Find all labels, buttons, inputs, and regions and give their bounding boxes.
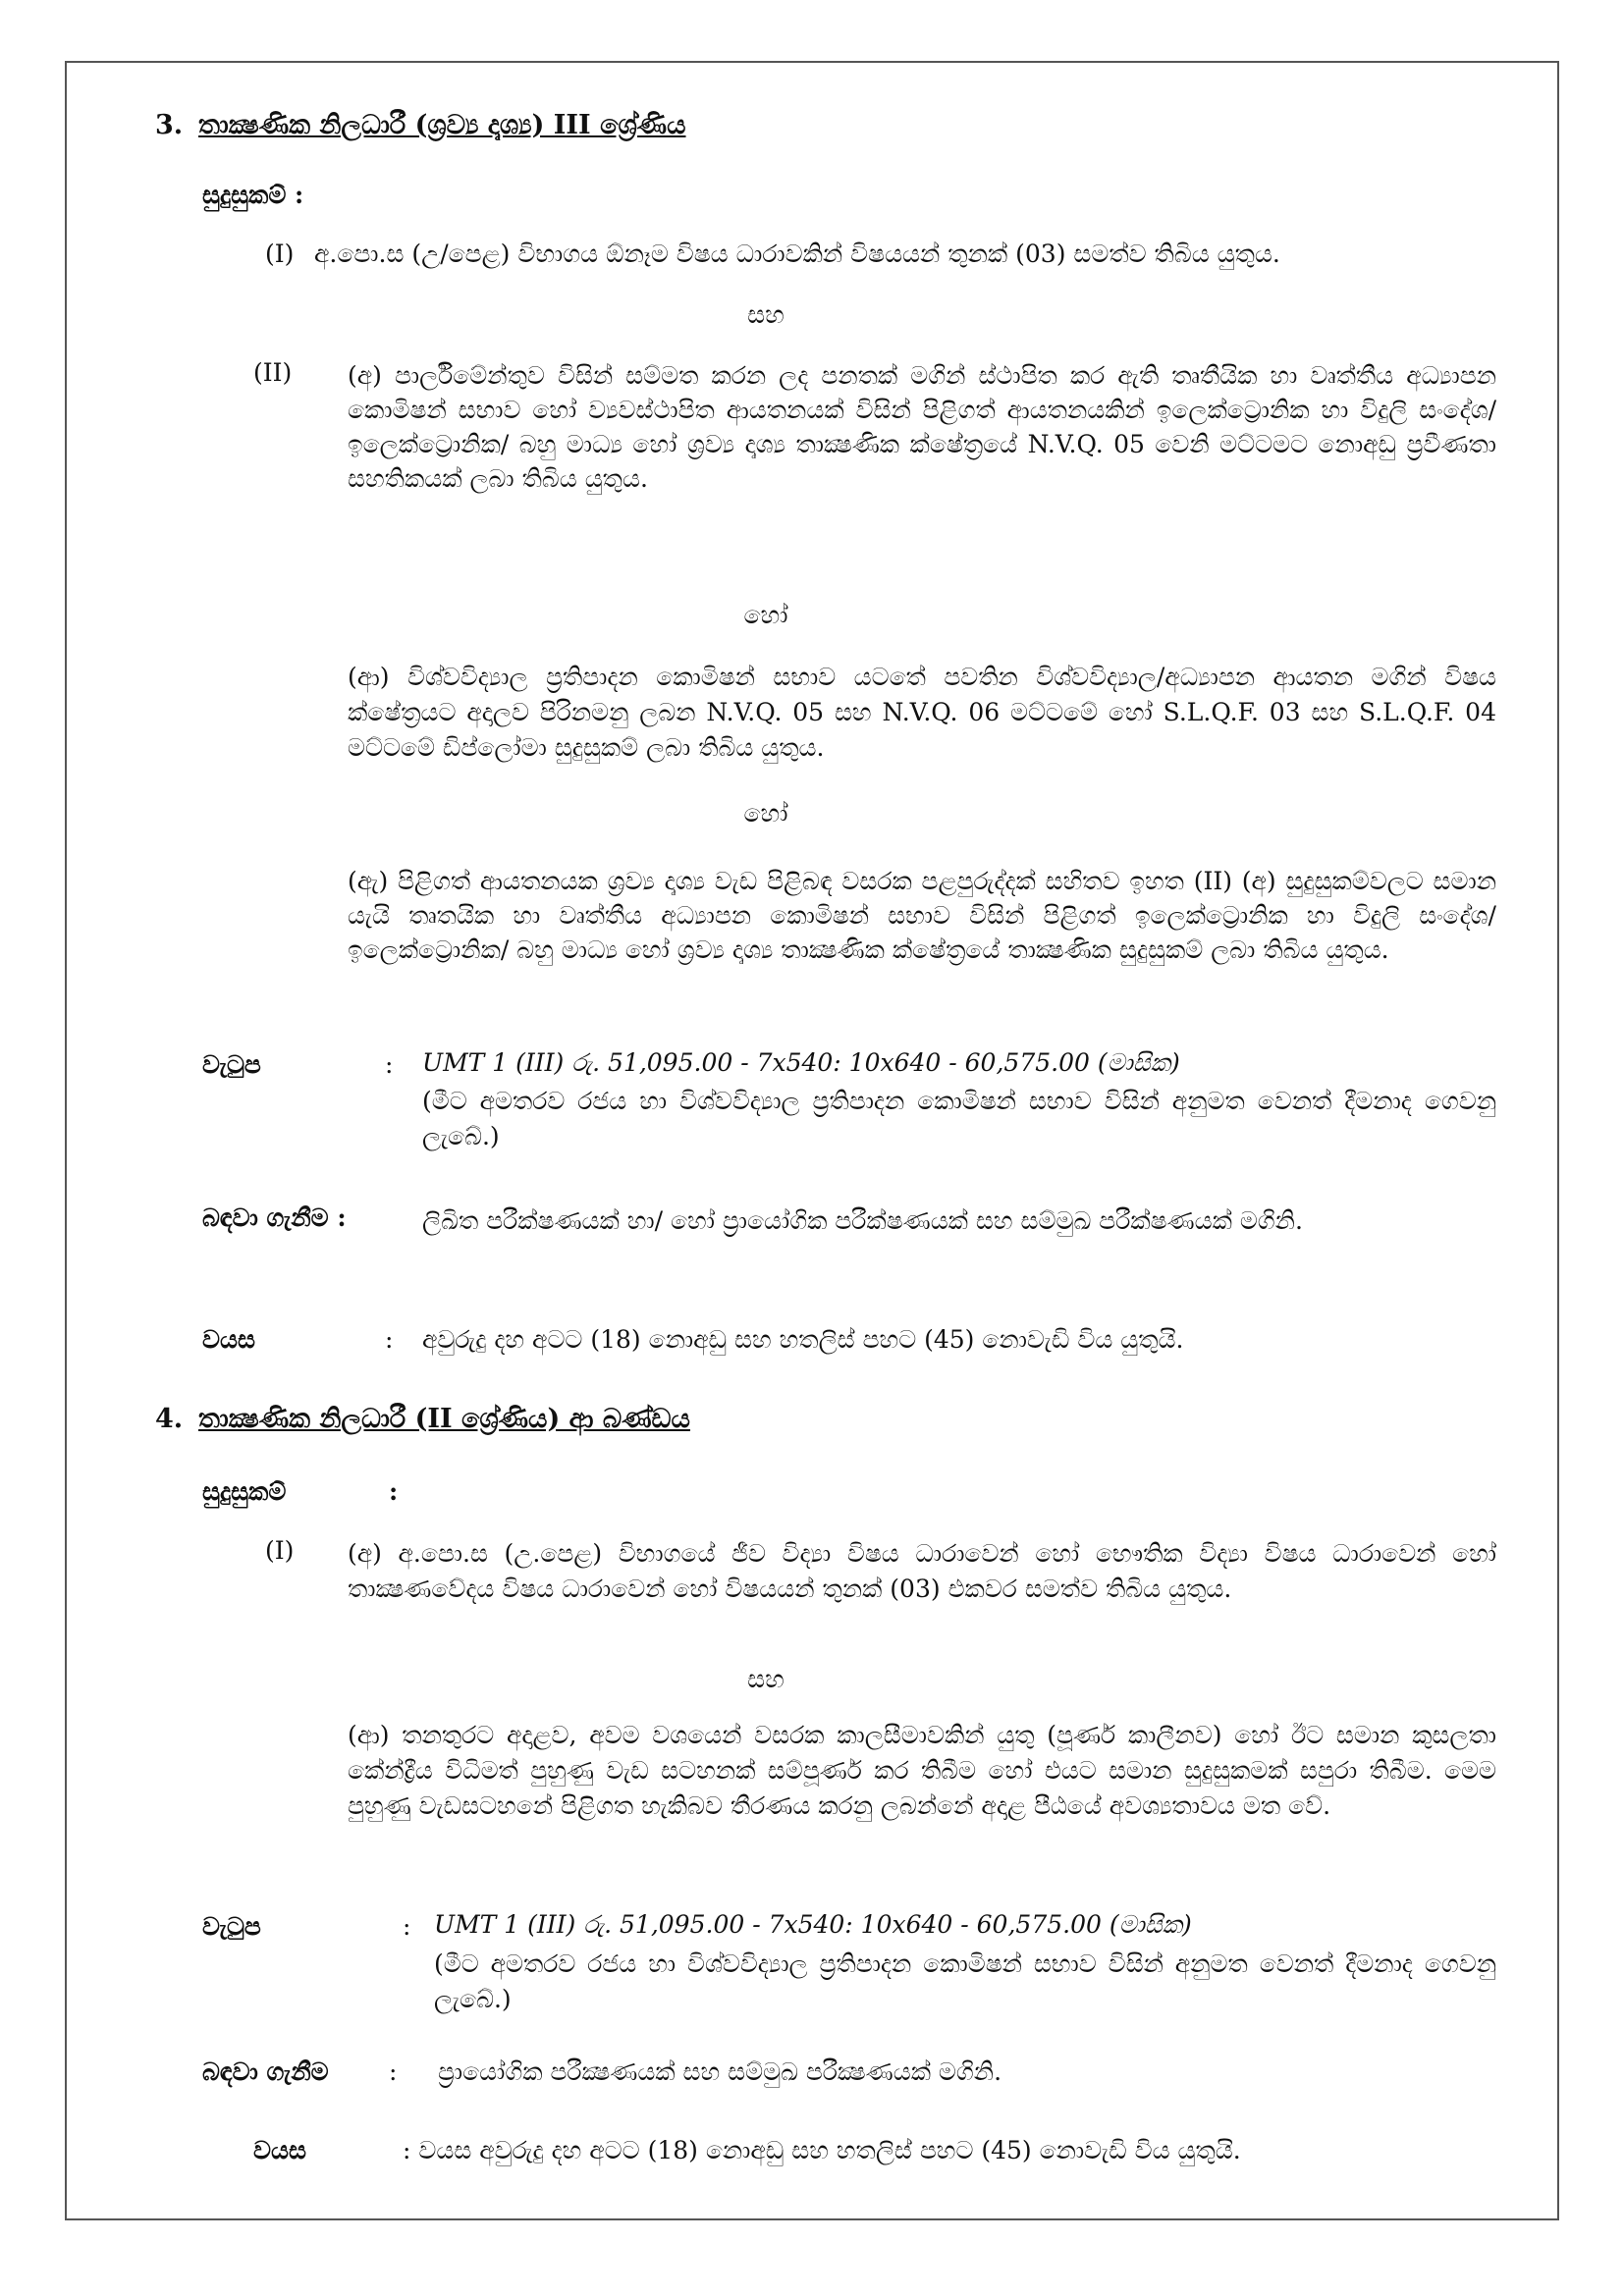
- section-3-item-I-text: අ.පො.ස (උ/පෙළ) විභාගය ඕනෑම විෂය ධාරාවකින් විෂයයන් තුනක් (03) සමත්ව තිබිය යුතුය.: [314, 240, 1280, 268]
- section-4-age-label: වයස: [253, 2136, 306, 2164]
- section-4-item-I-number: (I): [265, 1536, 295, 1565]
- section-3-item-I-number: (I): [265, 240, 295, 268]
- section-4-salary-colon: :: [403, 1912, 411, 1941]
- section-4-qualifications-label: සුදුසුකම්: [202, 1477, 287, 1506]
- section-3-age-colon: :: [385, 1325, 394, 1354]
- section-3-saha: සහ: [747, 300, 785, 329]
- section-3-salary-text: UMT 1 (III) රු. 51,095.00 - 7x540: 10x640 - 60,575.00 (මාසික): [422, 1048, 1180, 1077]
- section-3-item-aa: (ආ) විශ්වවිද්‍යාල ප්‍රතිපාදන කොමිෂන් සභාව යටතේ පවතින විශ්වවිද්‍යාල/අධ්‍යාපන ආයතන මගින් විෂය ක්ෂේත්‍රයට අදාලව පිරිනමනු ලබන N.V.Q. 05 සහ N.V.Q. 06 මට්ටමේ හෝ S.L.Q.F. 03 සහ S.L.Q.F. 04 මට්ටමේ ඩිප්ලෝමා සුදුසුකම් ලබා තිබිය යුතුය.: [348, 663, 1496, 762]
- section-3-recruitment-text: ලිඛිත පරීක්ෂණයක් හා/ හෝ ප්‍රායෝගික පරීක්ෂණයක් සහ සම්මුඛ පරීක්ෂණයක් මගිනි.: [422, 1206, 1303, 1235]
- section-4-salary-text: UMT 1 (III) රු. 51,095.00 - 7x540: 10x640 - 60,575.00 (මාසික): [434, 1910, 1192, 1939]
- section-4-age-text: : වයස අවුරුදු දහ අටට (18) නොඅඩු සහ හතලිස් පහට (45) නොවැඩි විය යුතුයි.: [403, 2136, 1241, 2164]
- section-3-salary-note: (මීට අමතරව රජය හා විශ්වවිද්‍යාල ප්‍රතිපාදන කොමිෂන් සභාව විසින් අනුමත වෙනත් දීමනාද ගෙවනු ලැබේ.): [422, 1087, 1496, 1150]
- section-3-age-label: වයස: [202, 1325, 255, 1354]
- section-3-age-text: අවුරුදු දහ අටට (18) නොඅඩු සහ හතලිස් පහට (45) නොවැඩි විය යුතුයි.: [422, 1325, 1184, 1354]
- section-4-qualifications-colon: :: [389, 1477, 399, 1506]
- section-4-item-a: (අ) අ.පො.ස (උ.පෙළ) විභාගයේ ජීව විද්‍යා විෂය ධාරාවෙන් හෝ භෞතික විද්‍යා විෂය ධාරාවෙන් හෝ තාක්‍ෂණවේදය විෂය ධාරාවෙන් හෝ විෂයයන් තුනක් (03) එකවර සමත්ව තිබිය යුතුය.: [348, 1539, 1496, 1603]
- section-3-salary-label: වැටුප: [202, 1050, 261, 1079]
- section-3-salary-colon: :: [385, 1050, 394, 1079]
- section-3-title: තාක්‍ෂණික නිලධාරී (ශ්‍රව්‍ය දෘශ්‍ය) III ශ්‍රේණිය: [198, 110, 686, 140]
- section-3-qualifications-label: සුදුසුකම් :: [202, 181, 304, 209]
- section-3-number: 3.: [155, 110, 184, 140]
- section-3-heading: [155, 110, 686, 141]
- section-4-recruitment-label: බඳවා ගැනීම: [202, 2057, 329, 2086]
- section-4-item-aa: (ආ) තනතුරට අදාළව, අවම වශයෙන් වසරක කාලසීමාවකින් යුතු (පූර්ණ කාලීනව) හෝ ඊට සමාන කුසලතා කේන්ද්‍රීය විධිමත් පුහුණු වැඩ සටහනක් සම්පූර්ණ කර තිබීම හෝ එයට සමාන සුදුසුකමක් සපුරා තිබීම. මෙම පුහුණු වැඩසටහනේ පිළිගත හැකිබව තීරණය කරනු ලබන්නේ අදාළ පීඨයේ අවශ්‍යතාවය මත වේ.: [348, 1721, 1496, 1820]
- section-3-recruitment-label: බඳවා ගැනීම :: [202, 1203, 347, 1232]
- section-4-recruitment-text: ප්‍රායෝගික පරීක්‍ෂණයක් සහ සම්මුඛ පරීක්‍ෂණයක් මගිනි.: [438, 2057, 1002, 2086]
- section-3-ho-1: හෝ: [743, 601, 788, 629]
- section-3-item-II-number: (II): [253, 358, 293, 387]
- section-3-item-ae: (ඇ) පිළිගත් ආයතනයක ශ්‍රව්‍ය දෘශ්‍ය වැඩ පිළිබඳ වසරක පළපුරුද්දක් සහිතව ඉහත (II) (අ) සුදුසුකම්වලට සමාන යැයි තෘතයික හා වෘත්තීය අධ්‍යාපන කොමිෂන් සභාව විසින් පිළිගත් ඉලෙක්ට්‍රොනික හා විදුලි සංදේශ/ ඉලෙක්ට්‍රොනික/ බහු මාධ්‍ය හෝ ශ්‍රව්‍ය දෘශ්‍ය තාක්‍ෂණික ක්ෂේත්‍රයේ තාක්‍ෂණික සුදුසුකම් ලබා තිබිය යුතුය.: [348, 867, 1496, 964]
- section-3-ho-2: හෝ: [743, 799, 788, 828]
- section-4-salary-label: වැටුප: [202, 1912, 261, 1941]
- section-4-saha: සහ: [747, 1665, 785, 1693]
- section-3-item-a: (අ) පාර්ලිමේන්තුව විසින් සම්මත කරන ලද පනතක් මගින් ස්ථාපිත කර ඇති තෘතීයික හා වෘත්තීය අධ්‍යාපන කොමිෂන් සභාව හෝ ව්‍යවස්ථාපිත ආයතනයක් විසින් පිළිගත් ආයතනයකින් ඉලෙක්ට්‍රොනික හා විදුලි සංදේශ/ ඉලෙක්ට්‍රොනික/ බහු මාධ්‍ය හෝ ශ්‍රව්‍ය දෘශ්‍ය තාක්‍ෂණික ක්ෂේත්‍රයේ N.V.Q. 05 වෙනි මට්ටමට නොඅඩු ප්‍රවීණතා සහතිකයක් ලබා තිබිය යුතුය.: [348, 361, 1496, 493]
- section-4-recruitment-colon: :: [389, 2057, 398, 2086]
- section-4-salary-note: (මීට අමතරව රජය හා විශ්වවිද්‍යාල ප්‍රතිපාදන කොමිෂන් සභාව විසින් අනුමත වෙනත් දීමනාද ගෙවනු ලැබේ.): [434, 1949, 1496, 2013]
- section-4-heading: [155, 1404, 690, 1435]
- section-4-title: තාක්‍ෂණික නිලධාරී (II ශ්‍රේණිය) ආ බණ්ඩය: [198, 1404, 690, 1434]
- section-4-number: 4.: [155, 1404, 184, 1434]
